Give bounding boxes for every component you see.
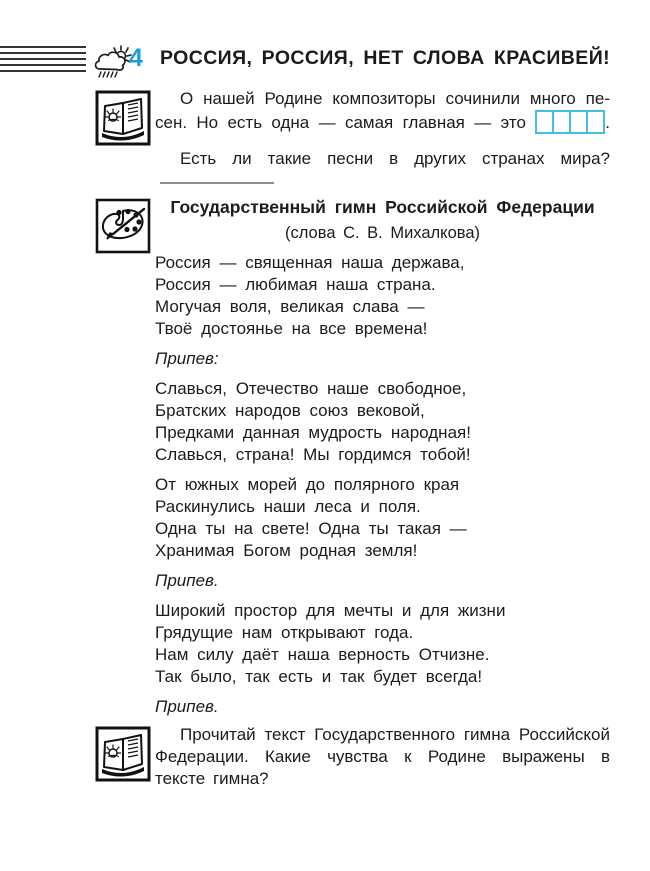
storm-cloud-sun-icon bbox=[92, 45, 132, 86]
anthem-chorus bbox=[155, 378, 610, 466]
chorus-reference: Припев. bbox=[155, 697, 219, 716]
intro-line-1: О нашей Родине композиторы сочинили много пе- bbox=[180, 89, 610, 108]
answer-cells[interactable] bbox=[535, 110, 605, 134]
page-number: 4 bbox=[129, 44, 143, 72]
answer-cell[interactable] bbox=[588, 112, 603, 132]
palette-icon bbox=[95, 198, 151, 259]
anthem-line: Твоё достоянье на все времена! bbox=[155, 319, 428, 338]
task-line-2: Федерации. Какие чувства к Родине выражены в bbox=[155, 747, 610, 766]
task-line-1: Прочитай текст Государственного гимна Российской bbox=[180, 725, 610, 744]
anthem-line: Славься, страна! Мы гордимся тобой! bbox=[155, 445, 471, 464]
anthem-stanza-1 bbox=[155, 252, 610, 340]
anthem-line: Так было, так есть и так будет всегда! bbox=[155, 667, 483, 686]
anthem-line: От южных морей до полярного края bbox=[155, 475, 460, 494]
anthem-title: Государственный гимн Российской Федерации bbox=[170, 197, 595, 217]
anthem-line: Могучая воля, великая слава — bbox=[155, 297, 425, 316]
intro-line-2-text: сен. Но есть одна — самая главная — это bbox=[155, 113, 526, 132]
anthem-line: Хранимая Богом родная земля! bbox=[155, 541, 418, 560]
open-book-icon bbox=[95, 726, 151, 787]
anthem-heading-text bbox=[155, 196, 610, 244]
answer-cell[interactable] bbox=[537, 112, 554, 132]
anthem-stanza-2 bbox=[155, 474, 610, 562]
anthem-line: Одна ты на свете! Одна ты такая — bbox=[155, 519, 467, 538]
answer-cell[interactable] bbox=[554, 112, 571, 132]
intro-line-2-period: . bbox=[605, 113, 610, 132]
task-line-3: тексте гимна? bbox=[155, 769, 269, 788]
open-book-icon bbox=[95, 90, 151, 151]
chorus-reference: Припев. bbox=[155, 571, 219, 590]
task-section bbox=[95, 724, 610, 790]
section-divider bbox=[160, 182, 274, 184]
anthem-byline: (слова С. В. Михалкова) bbox=[285, 224, 480, 242]
anthem-line: Россия — любимая наша страна. bbox=[155, 275, 436, 294]
intro-question: Есть ли такие песни в других странах мира? bbox=[180, 149, 610, 168]
anthem-line: Раскинулись наши леса и поля. bbox=[155, 497, 421, 516]
task-paragraph bbox=[155, 724, 610, 790]
anthem-line: Предками данная мудрость народная! bbox=[155, 423, 471, 442]
page-title: РОССИЯ, РОССИЯ, НЕТ СЛОВА КРАСИВЕЙ! bbox=[160, 47, 610, 69]
anthem-line: Грядущие нам открывают года. bbox=[155, 623, 414, 642]
anthem-line: Славься, Отечество наше свободное, bbox=[155, 379, 467, 398]
anthem-line: Братских народов союз вековой, bbox=[155, 401, 425, 420]
intro-paragraph bbox=[155, 88, 610, 170]
anthem-line: Нам силу даёт наша верность Отчизне. bbox=[155, 645, 490, 664]
anthem-body bbox=[155, 252, 610, 726]
chorus-label: Припев: bbox=[155, 349, 219, 368]
anthem-stanza-3 bbox=[155, 600, 610, 688]
anthem-heading-section bbox=[95, 196, 610, 244]
anthem-line: Россия — священная наша держава, bbox=[155, 253, 465, 272]
intro-line-2 bbox=[155, 110, 610, 134]
intro-section bbox=[95, 88, 610, 170]
anthem-line: Широкий простор для мечты и для жизни bbox=[155, 601, 506, 620]
answer-cell[interactable] bbox=[571, 112, 588, 132]
margin-rule-lines bbox=[0, 46, 86, 76]
